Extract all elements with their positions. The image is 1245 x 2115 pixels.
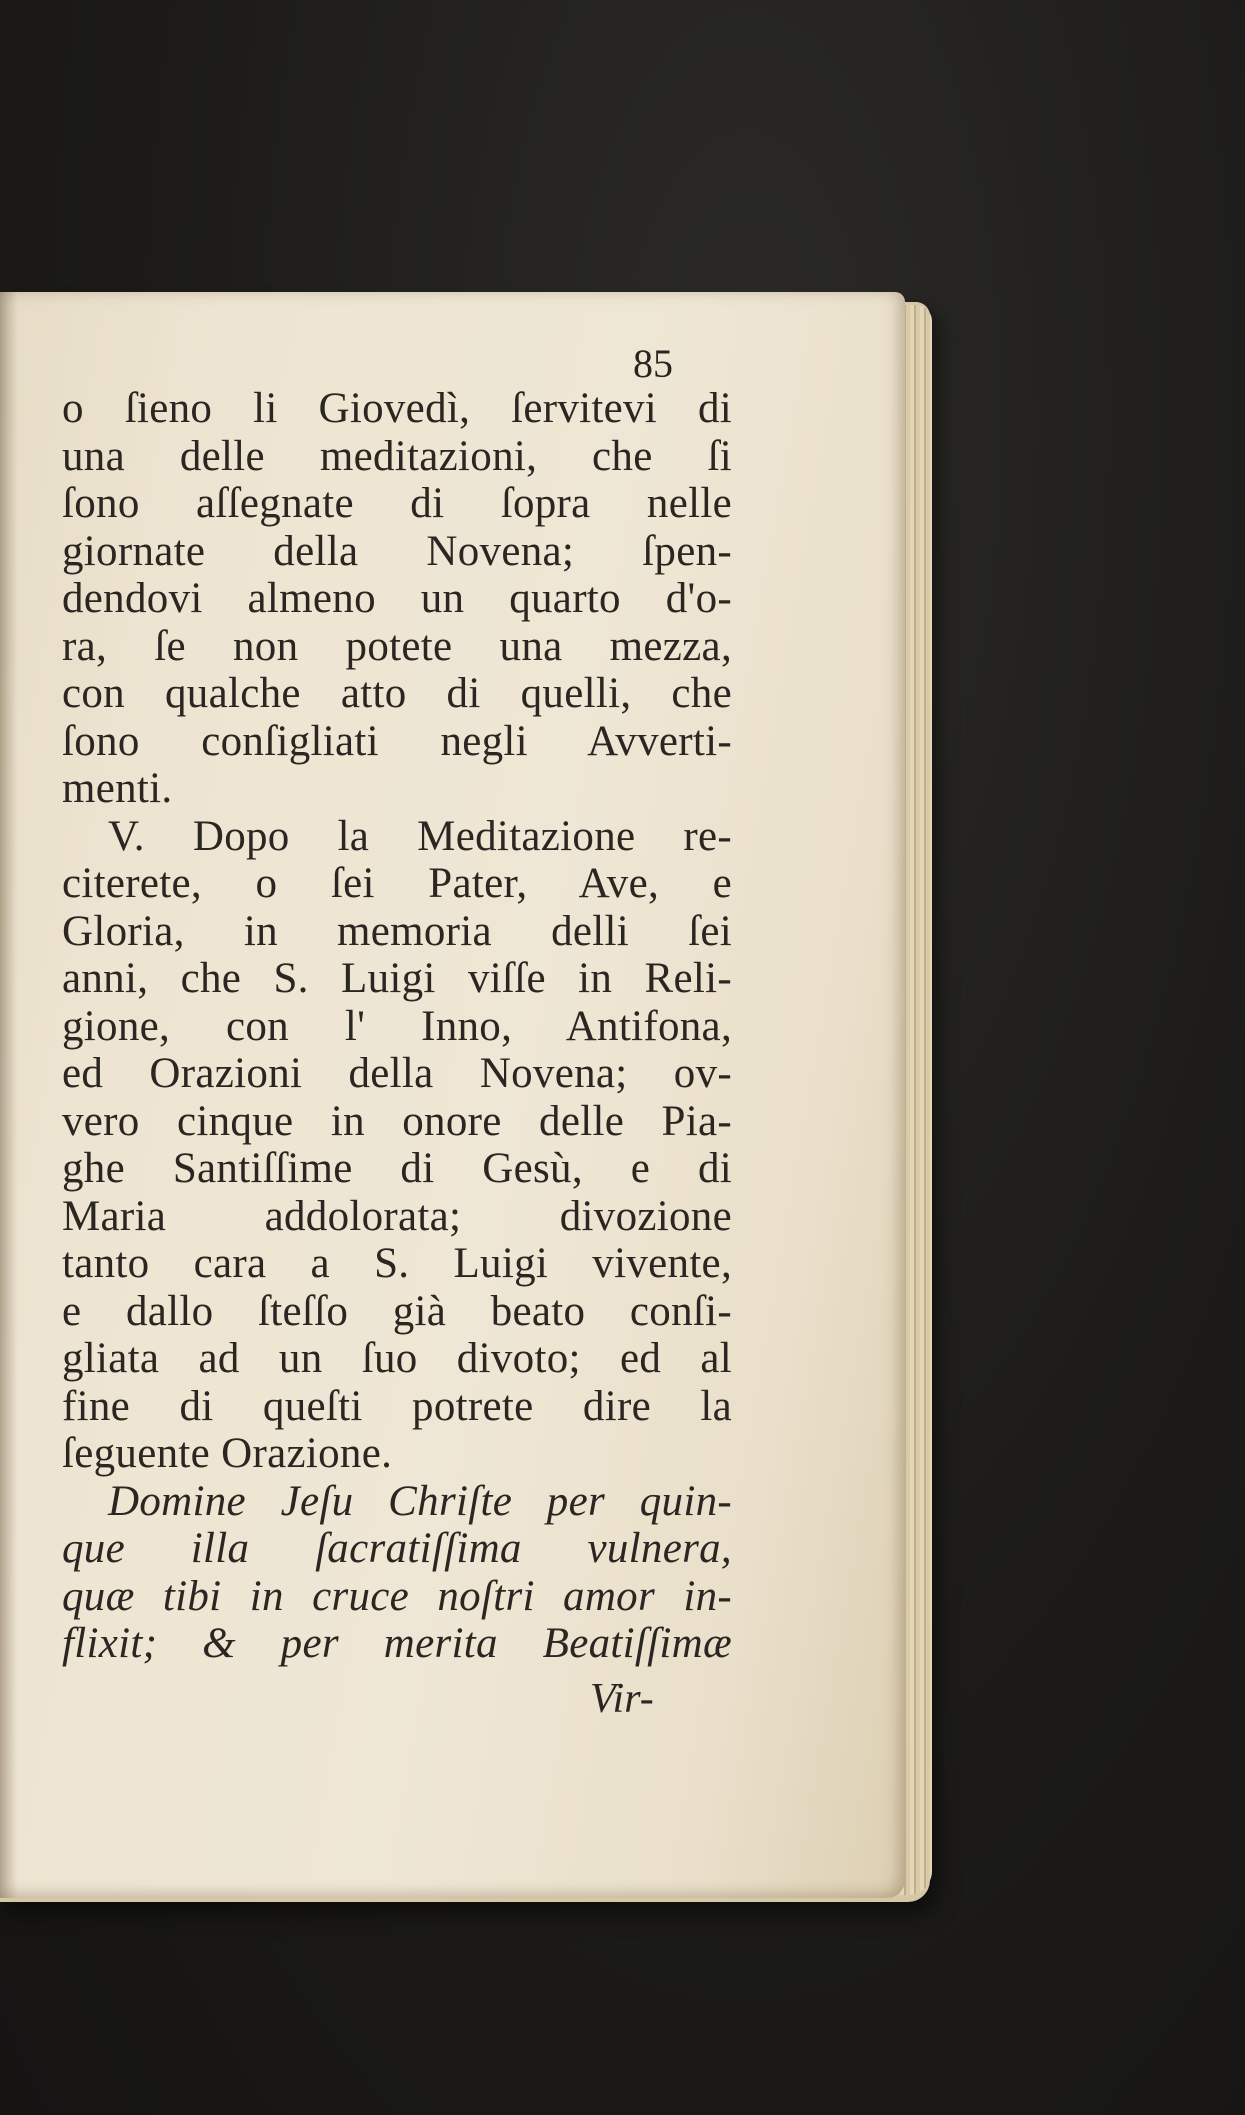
text-line: ſeguente Orazione.: [62, 1430, 393, 1477]
text-line: gliata ad un ſuo divoto; ed al: [62, 1335, 732, 1382]
prayer-line: Domine Jeſu Chriſte per quin-: [108, 1477, 732, 1525]
text-line: dendovi almeno un quarto d'o-: [62, 575, 732, 622]
text-line: menti.: [62, 765, 173, 812]
text-line: ſono conſigliati negli Avverti-: [62, 717, 732, 765]
text-line: anni, che S. Luigi viſſe in Reli-: [62, 955, 732, 1002]
catchword: Vir-: [590, 1676, 654, 1722]
prayer-line: quæ tibi in cruce noſtri amor in-: [62, 1572, 732, 1620]
page-text: [62, 385, 732, 1668]
text-line: fine di queſti potrete dire la: [62, 1382, 732, 1430]
text-line: tanto cara a S. Luigi vivente,: [62, 1240, 732, 1287]
text-line: ed Orazioni della Novena; ov-: [62, 1050, 732, 1097]
text-line: vero cinque in onore delle Pia-: [62, 1097, 732, 1145]
prayer-line: flixit; & per merita Beatiſſimæ: [62, 1620, 732, 1667]
prayer-line: que illa ſacratiſſima vulnera,: [62, 1525, 732, 1572]
text-line: una delle meditazioni, che ſi: [62, 432, 732, 480]
text-line: con qualche atto di quelli, che: [62, 670, 732, 717]
text-line: ra, ſe non potete una mezza,: [62, 622, 732, 670]
text-line: ghe Santiſſime di Gesù, e di: [62, 1145, 732, 1192]
page-number: 85: [633, 341, 673, 386]
text-line: V. Dopo la Meditazione re-: [108, 812, 732, 860]
text-line: o ſieno li Giovedì, ſervitevi di: [62, 385, 732, 432]
text-line: gione, con l' Inno, Antifona,: [62, 1002, 732, 1050]
text-line: e dallo ſteſſo già beato conſi-: [62, 1287, 732, 1335]
text-line: ſono aſſegnate di ſopra nelle: [62, 480, 732, 527]
text-line: Maria addolorata; divozione: [62, 1192, 732, 1240]
text-line: citerete, o ſei Pater, Ave, e: [62, 860, 732, 907]
text-line: giornate della Novena; ſpen-: [62, 527, 732, 575]
text-line: Gloria, in memoria delli ſei: [62, 907, 732, 955]
